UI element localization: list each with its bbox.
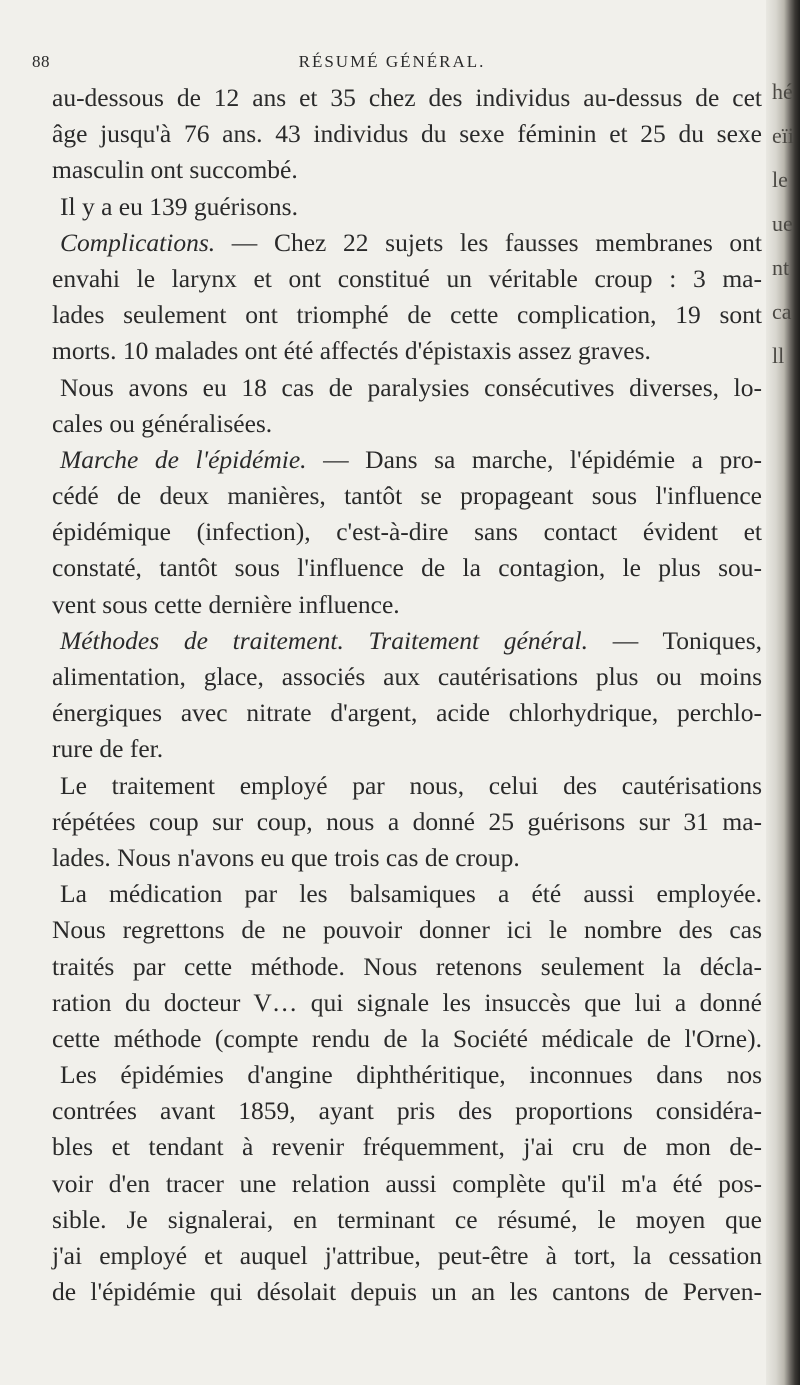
line-text: Il y a eu 139 guérisons. [60,191,298,221]
line-text: de l'épidémie qui désolait depuis un an les cantons de Perven- [52,1277,762,1307]
text-line [52,478,762,514]
line-text: constaté, tantôt sous l'influence de la contagion, le plus sou- [52,553,762,583]
running-title: RÉSUMÉ GÉNÉRAL. [298,52,486,71]
line-text: — Toniques, [588,625,762,655]
margin-fragment: nt [772,255,790,280]
line-text: répétées coup sur coup, nous a donné 25 guérisons sur 31 ma- [52,806,762,836]
text-line [52,514,762,550]
line-text: envahi le larynx et ont constitué un véritable croup : 3 ma- [52,263,762,293]
margin-fragment: hé [772,79,793,104]
line-text: traités par cette méthode. Nous retenons seulement la décla- [52,951,762,981]
line-text: voir d'en tracer une relation aussi complète qu'il m'a été pos- [52,1168,762,1198]
line-text: Les épidémies d'angine diphthéritique, inconnues dans nos [60,1060,762,1090]
text-line [52,333,762,369]
text-line [52,1202,762,1238]
page-header [32,52,752,76]
line-text: morts. 10 malades ont été affectés d'épistaxis assez graves. [52,336,651,366]
page-number: 88 [32,52,50,71]
line-text: Le traitement employé par nous, celui des cautérisations [60,770,762,800]
line-text: âge jusqu'à 76 ans. 43 individus du sexe féminin et 25 du sexe [52,119,762,149]
margin-fragment: ll [772,343,785,368]
line-text: ration du docteur V… qui signale les insuccès que lui a donné [52,987,762,1017]
line-text: contrées avant 1859, ayant pris des proportions considéra- [52,1096,762,1126]
text-line [52,804,762,840]
line-text: j'ai employé et auquel j'attribue, peut-être à tort, la cessation [52,1241,762,1270]
text-line [52,876,762,912]
line-text: lades. Nous n'avons eu que trois cas de croup. [52,842,520,872]
text-line [52,768,762,804]
text-line [52,587,762,623]
text-line [52,1274,762,1310]
page-edge-shadow [766,0,800,1385]
text-line [52,442,762,478]
line-text: au-dessous de 12 ans et 35 chez des individus au-dessus de cet [52,83,762,112]
text-line [52,297,762,333]
text-line [52,659,762,695]
text-line [52,370,762,406]
text-line [52,550,762,586]
section-heading: Marche de l'épidémie. [60,444,307,474]
text-line [52,912,762,948]
section-heading: Méthodes de traitement. Traitement général. [60,625,589,655]
line-text: Nous avons eu 18 cas de paralysies consécutives diverses, lo- [60,372,762,402]
line-text: cales ou généralisées. [52,408,273,438]
text-line [52,406,762,442]
line-text: bles et tendant à revenir fréquemment, j'ai cru de mon de- [52,1132,762,1162]
line-text: lades seulement ont triomphé de cette complication, 19 sont [52,300,762,330]
text-line [52,695,762,731]
margin-fragment: le [772,167,788,192]
text-line [52,1021,762,1057]
line-text: sible. Je signalerai, en terminant ce résumé, le moyen que [52,1204,762,1234]
text-line [52,985,762,1021]
text-line [52,1166,762,1202]
line-text: cédé de deux manières, tantôt se propageant sous l'influence [52,481,762,511]
line-text: énergiques avec nitrate d'argent, acide chlorhydrique, perchlo- [52,698,762,728]
section-heading: Complications. [60,227,216,257]
margin-fragment: ue [772,211,793,236]
line-text: Nous regrettons de ne pouvoir donner ici le nombre des cas [52,915,762,945]
line-text: alimentation, glace, associés aux cautérisations plus ou moins [52,662,762,691]
line-text: rure de fer. [52,734,164,764]
line-text: masculin ont succombé. [52,155,298,185]
facing-page-fragments [772,70,796,378]
text-line [52,949,762,985]
text-line [52,152,762,188]
text-line [52,1129,762,1165]
margin-fragment: ca [772,299,792,324]
body-text [52,80,762,1310]
line-text: — Chez 22 sujets les fausses membranes ont [215,227,762,257]
margin-fragment: eïi [772,123,794,148]
text-line [52,225,762,261]
text-line [52,261,762,297]
text-line [52,80,762,116]
text-line [52,189,762,225]
line-text: — Dans sa marche, l'épidémie a pro- [306,444,762,474]
text-line [52,623,762,659]
line-text: épidémique (infection), c'est-à-dire sans contact évident et [52,517,762,547]
text-line [52,1057,762,1093]
line-text: cette méthode (compte rendu de la Société médicale de l'Orne). [52,1023,762,1053]
text-line [52,1238,762,1274]
text-line [52,116,762,152]
line-text: vent sous cette dernière influence. [52,589,400,619]
text-line [52,840,762,876]
line-text: La médication par les balsamiques a été aussi employée. [60,879,762,909]
text-line [52,731,762,767]
text-line [52,1093,762,1129]
